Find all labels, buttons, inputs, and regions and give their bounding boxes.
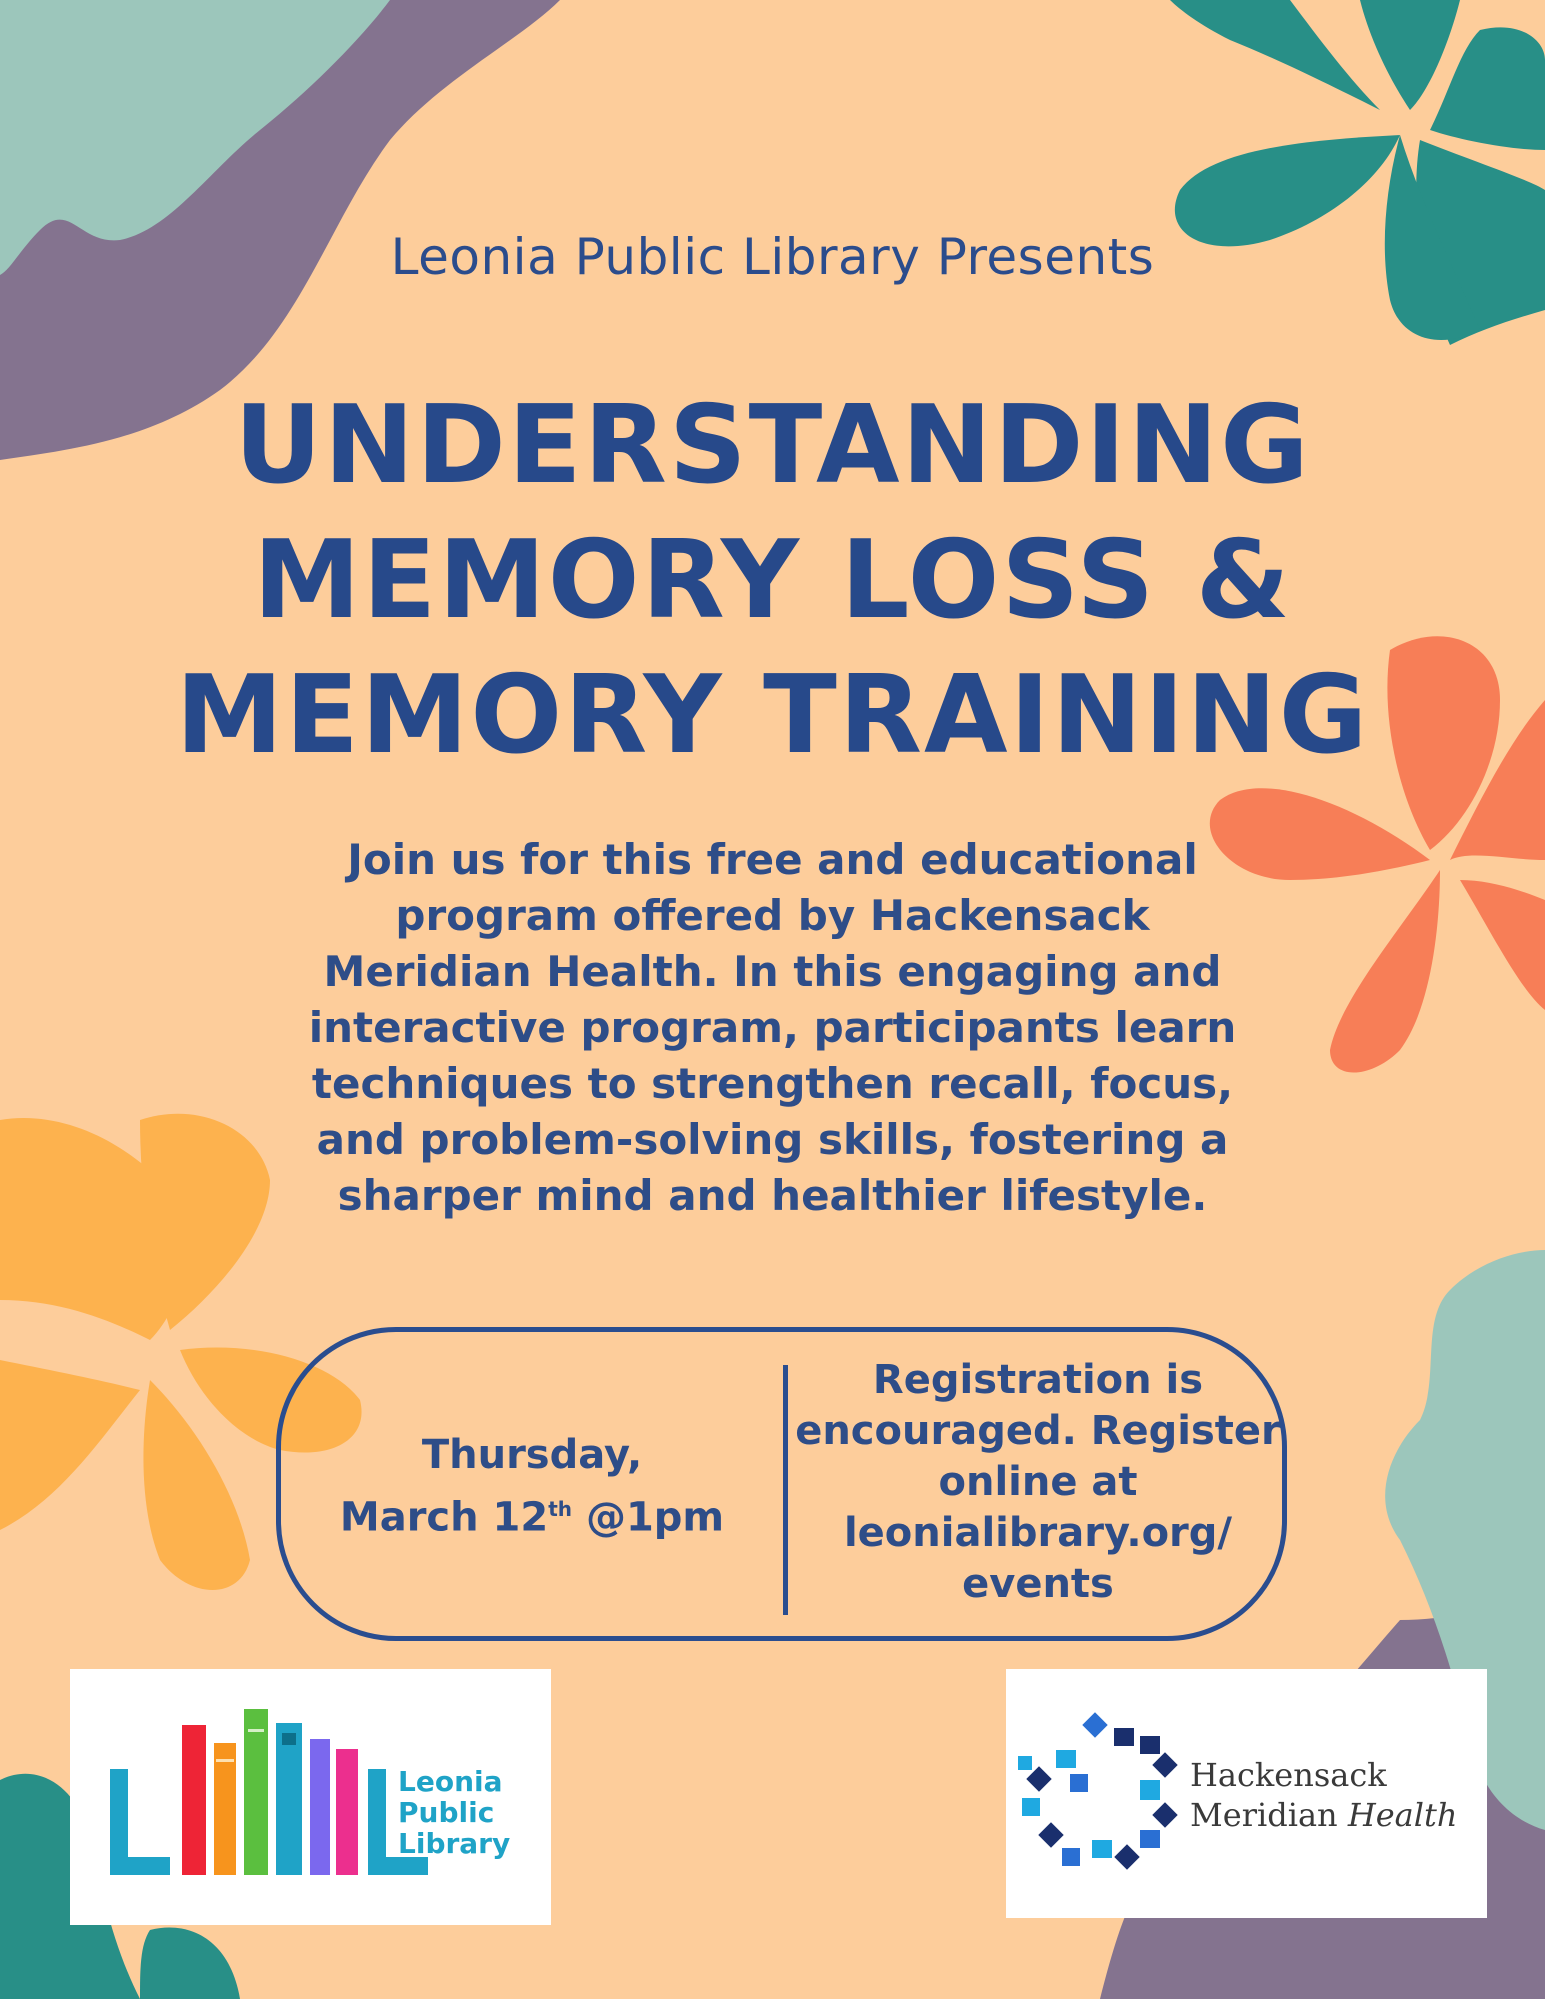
title-line-2: MEMORY LOSS & — [253, 518, 1292, 643]
event-datetime — [281, 1428, 783, 1544]
registration-line: Registration is — [872, 1357, 1204, 1403]
event-date-suffix: th — [548, 1497, 573, 1521]
library-logo-line: Public — [398, 1796, 495, 1829]
hmh-logo-line-2 — [1190, 1795, 1457, 1835]
description-line: Join us for this free and educational — [347, 835, 1198, 884]
event-date: March 12 — [339, 1494, 549, 1541]
hackensack-meridian-logo — [1006, 1669, 1487, 1918]
description-line: techniques to strengthen recall, focus, — [311, 1059, 1234, 1108]
leonia-library-logo — [70, 1669, 551, 1925]
event-time: @1pm — [572, 1494, 725, 1541]
description-line: sharper mind and healthier lifestyle. — [337, 1171, 1208, 1220]
hmh-logo-line-1: Hackensack — [1190, 1756, 1387, 1794]
hmh-logo-meridian: Meridian — [1190, 1796, 1348, 1834]
registration-link-end: events — [962, 1561, 1114, 1607]
registration-line: encouraged. Register — [795, 1408, 1281, 1454]
description-line: and problem-solving skills, fostering a — [316, 1115, 1229, 1164]
description-line: interactive program, participants learn — [308, 1003, 1237, 1052]
library-logo-line: Library — [398, 1827, 511, 1860]
registration-link: leonialibrary.org/ — [843, 1510, 1233, 1556]
registration-line: online at — [938, 1459, 1138, 1505]
event-day: Thursday, — [421, 1432, 643, 1478]
library-logo-text — [398, 1766, 510, 1859]
title-line-3: MEMORY TRAINING — [175, 653, 1370, 778]
presenter-line: Leonia Public Library Presents — [390, 228, 1155, 286]
registration-info — [788, 1355, 1288, 1610]
event-info-box — [276, 1327, 1287, 1641]
library-logo-line: Leonia — [398, 1765, 503, 1798]
hmh-logo-text — [1190, 1755, 1457, 1835]
event-title — [0, 378, 1545, 783]
hmh-logo-health: Health — [1347, 1796, 1458, 1834]
description-line: program offered by Hackensack — [395, 891, 1150, 940]
description-line: Meridian Health. In this engaging and — [323, 947, 1222, 996]
event-date-line — [281, 1482, 783, 1544]
event-description — [270, 832, 1275, 1224]
teal-petal-bottom — [140, 1928, 240, 1999]
teal-flower-top-right — [1170, 0, 1545, 345]
title-line-1: UNDERSTANDING — [234, 383, 1311, 508]
